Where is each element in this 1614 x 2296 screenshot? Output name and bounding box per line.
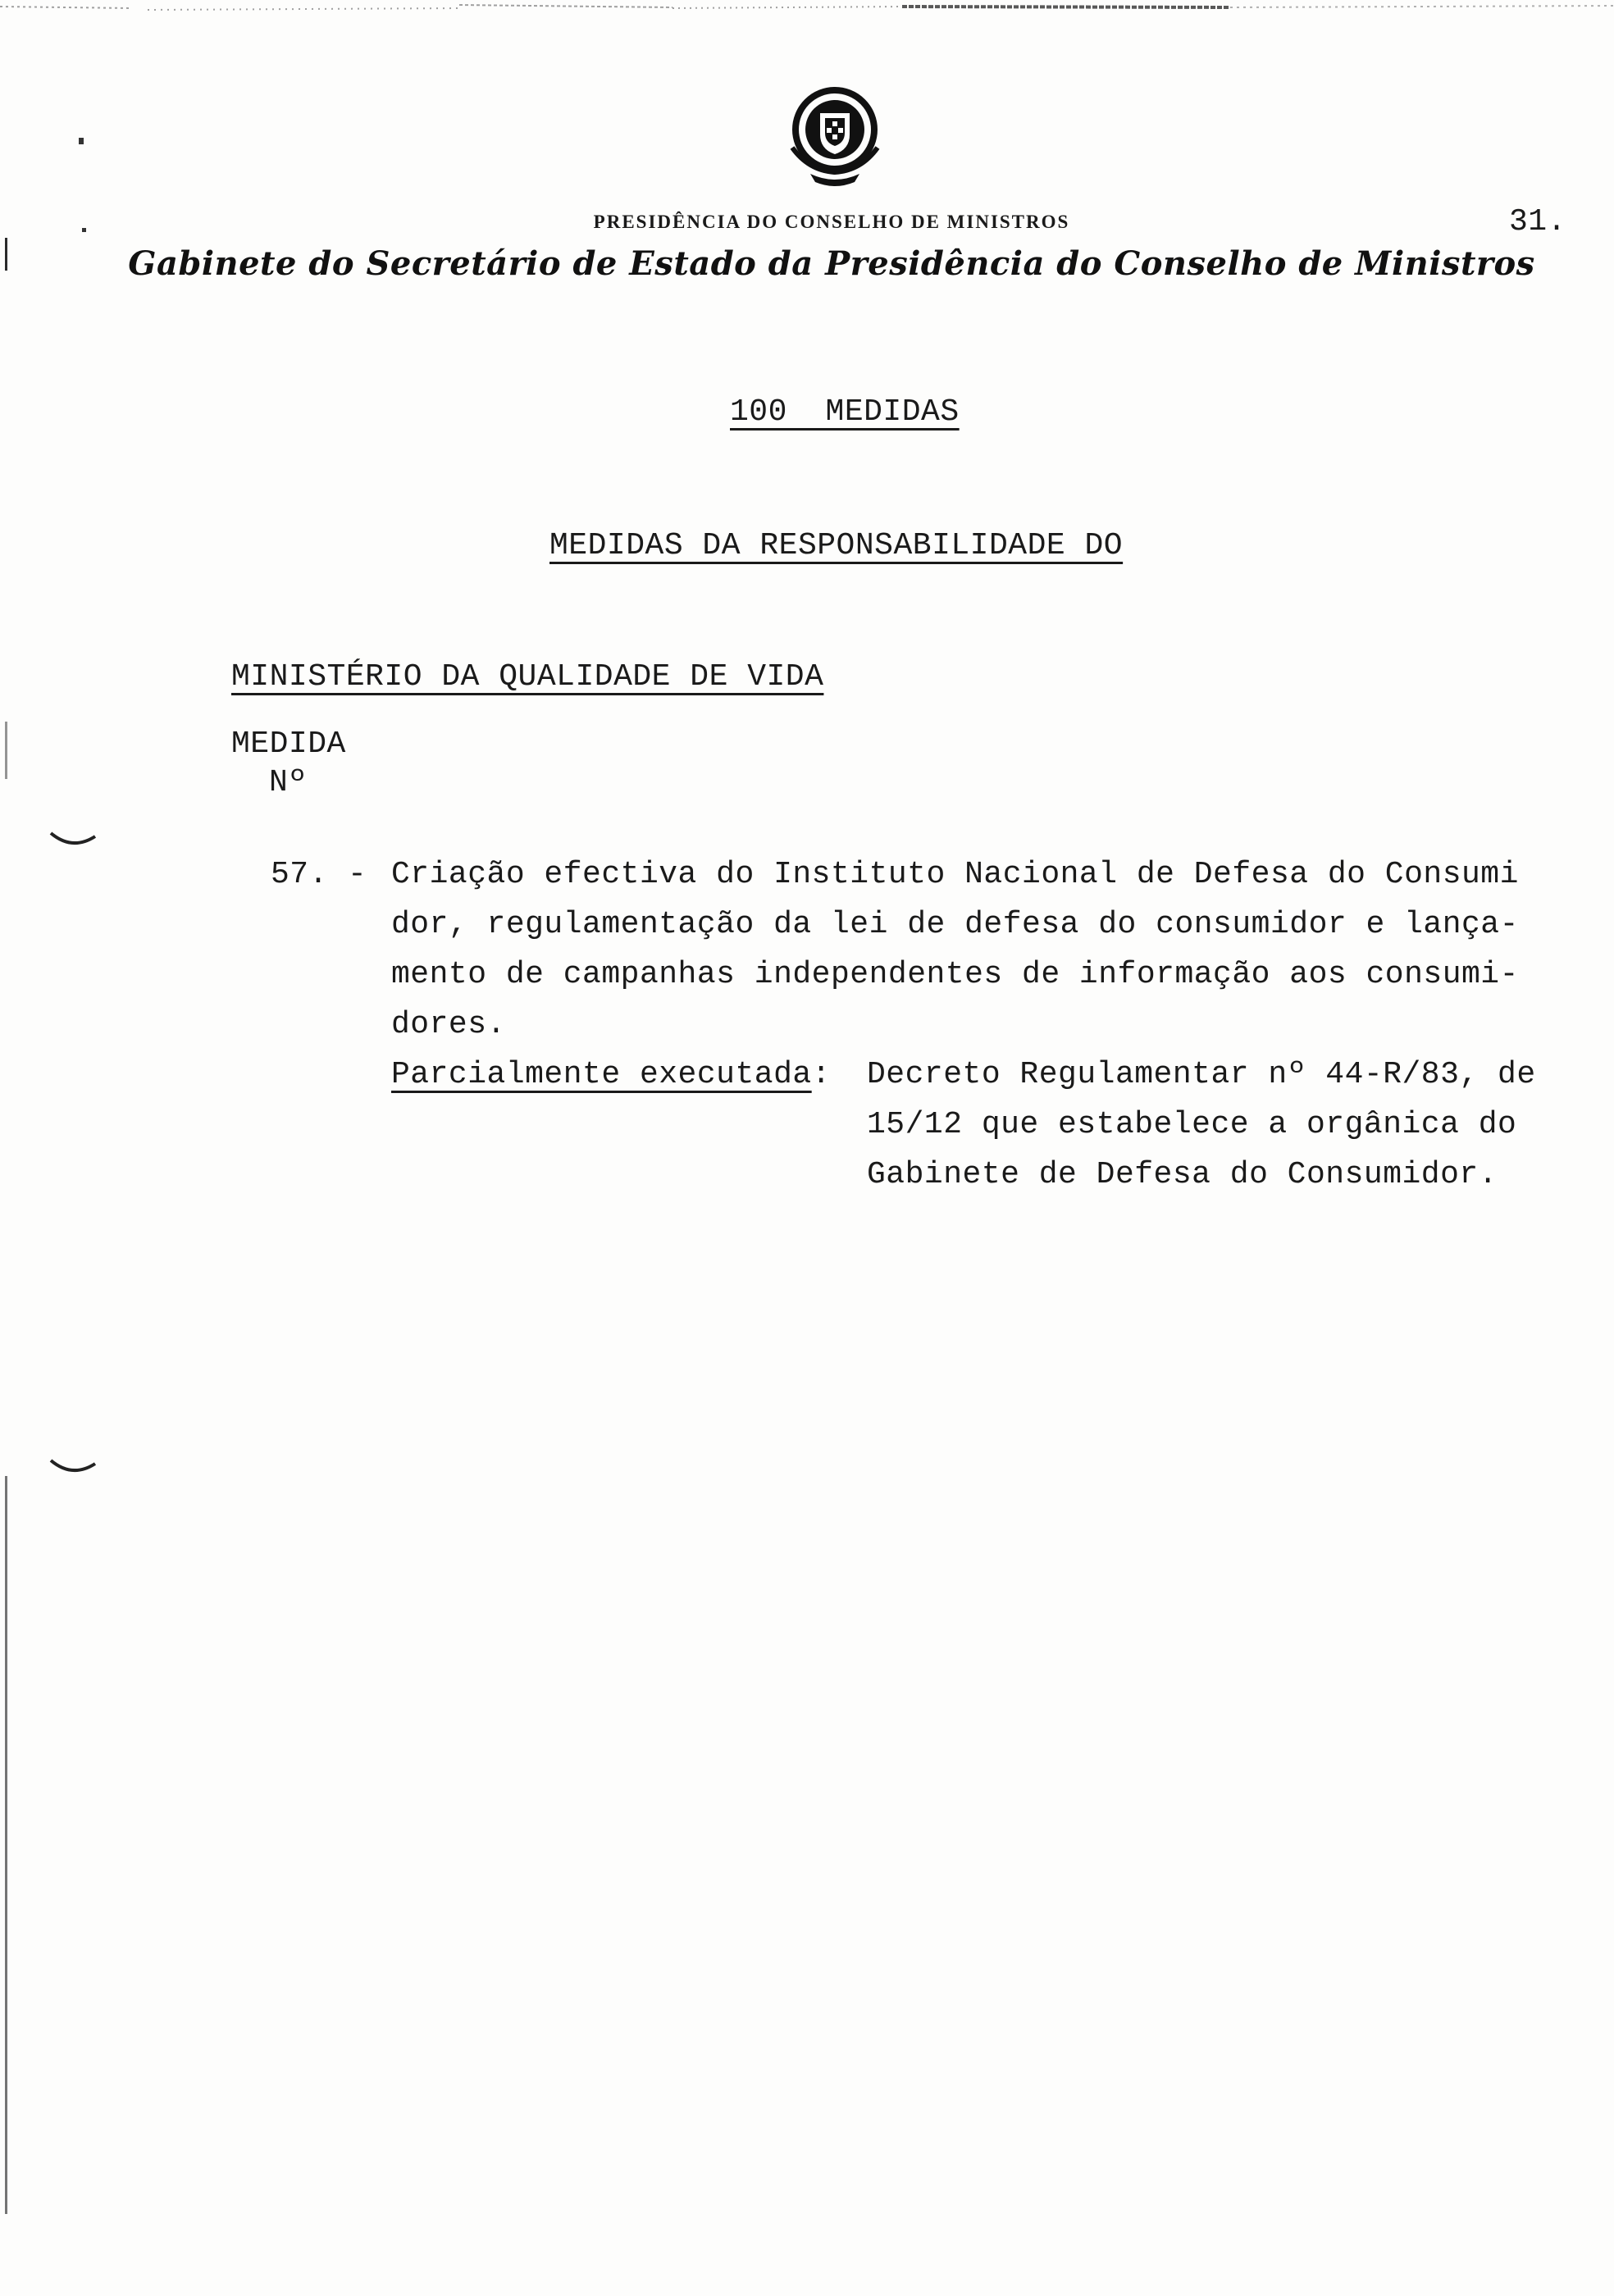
portuguese-coat-of-arms-icon xyxy=(777,82,892,197)
measure-line: dores. xyxy=(391,1007,506,1042)
scan-bracket-mark xyxy=(49,828,98,853)
measure-line: mento de campanhas independentes de informação aos consumi- xyxy=(391,957,1519,992)
page-number: 31. xyxy=(1509,204,1566,239)
scan-margin-mark xyxy=(5,1476,7,2214)
column-label-measure: MEDIDA xyxy=(231,727,346,762)
institution-heading: PRESIDÊNCIA DO CONSELHO DE MINISTROS xyxy=(593,212,1070,232)
measure-status xyxy=(391,1050,831,1100)
status-line: Gabinete de Defesa do Consumidor. xyxy=(867,1157,1498,1192)
office-heading: Gabinete do Secretário de Estado da Presidência do Conselho de Ministros xyxy=(128,244,1535,283)
status-label: Parcialmente executada xyxy=(391,1057,812,1092)
measure-line: Criação efectiva do Instituto Nacional de Defesa do Consumi xyxy=(391,857,1519,892)
status-colon: : xyxy=(811,1057,831,1092)
document-title: 100 MEDIDAS xyxy=(730,394,960,430)
status-line: 15/12 que estabelece a orgânica do xyxy=(867,1107,1517,1142)
ministry-heading: MINISTÉRIO DA QUALIDADE DE VIDA xyxy=(231,659,824,695)
document-subtitle: MEDIDAS DA RESPONSABILIDADE DO xyxy=(549,528,1124,563)
scan-dot xyxy=(79,138,84,144)
scan-bracket-mark xyxy=(49,1456,98,1480)
scan-margin-mark xyxy=(5,722,7,779)
status-detail xyxy=(867,1050,1536,1200)
scan-noise-top xyxy=(0,0,1614,18)
column-label-number: Nº xyxy=(269,765,308,800)
measure-description xyxy=(391,850,1519,1050)
status-line: Decreto Regulamentar nº 44-R/83, de xyxy=(867,1057,1536,1092)
measure-line: dor, regulamentação da lei de defesa do consumidor e lança- xyxy=(391,907,1519,942)
measure-dash: - xyxy=(348,857,367,892)
measure-number: 57. xyxy=(271,857,328,892)
